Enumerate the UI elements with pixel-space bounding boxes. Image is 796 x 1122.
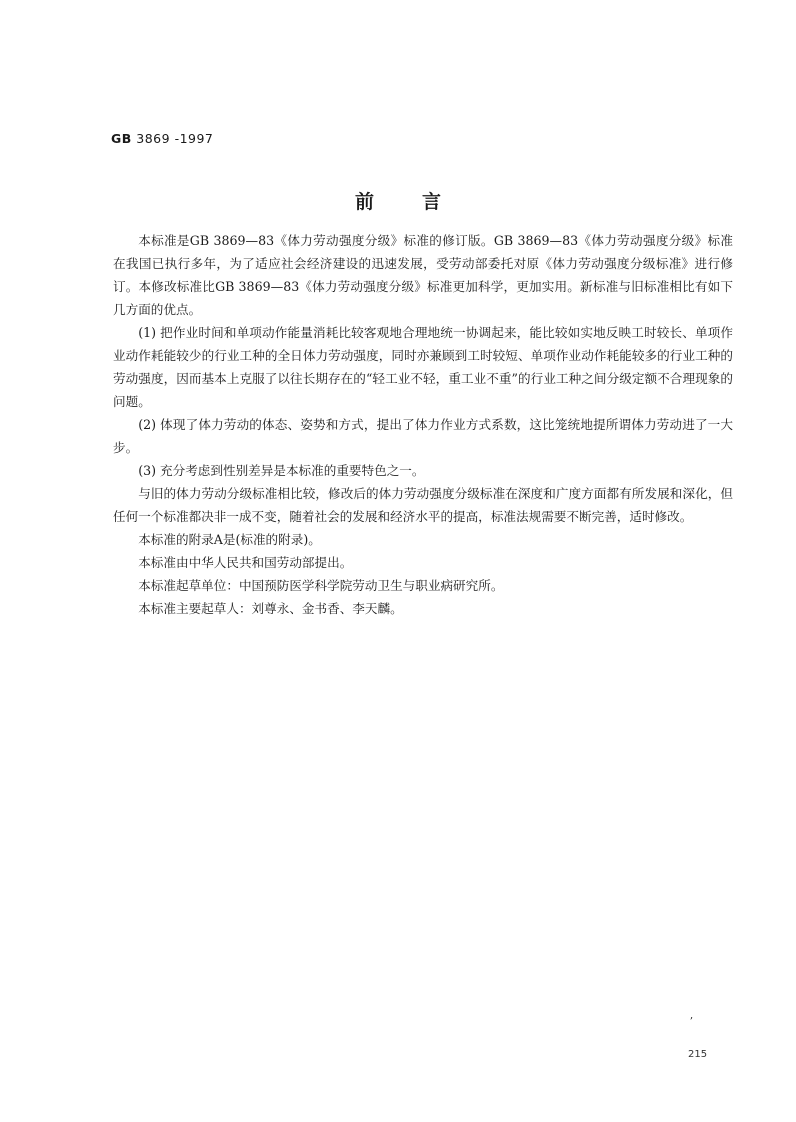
paragraph: (2) 体现了体力劳动的体态、姿势和方式，提出了体力作业方式系数，这比笼统地提所谓体力劳动进了一大步。 [113, 417, 733, 455]
standard-code [111, 131, 213, 146]
paragraph: 与旧的体力劳动分级标准相比较，修改后的体力劳动强度分级标准在深度和广度方面都有所发展和深化，但任何一个标准都决非一成不变，随着社会的发展和经济水平的提高，标准法规需要不断完善，适时修改。 [113, 486, 733, 524]
paragraph: 本标准的附录A是(标准的附录)。 [138, 532, 321, 547]
paragraph: 本标准由中华人民共和国劳动部提出。 [138, 555, 353, 570]
body-text [113, 229, 733, 620]
paragraph: (3) 充分考虑到性别差异是本标准的重要特色之一。 [138, 463, 425, 478]
standard-number: 3869 -1997 [136, 131, 214, 146]
page-number: 215 [688, 1049, 708, 1060]
paragraph: (1) 把作业时间和单项动作能量消耗比较客观地合理地统一协调起来，能比较如实地反映工时较长、单项作业动作耗能较少的行业工种的全日体力劳动强度，同时亦兼顾到工时较短、单项作业动作耗能较多的行业工种的劳动强度，因而基本上克服了以往长期存在的“轻工业不轻，重工业不重”的行业工种之间分级定额不合理现象的问题。 [113, 325, 733, 409]
paragraph: 本标准是GB 3869—83《体力劳动强度分级》标准的修订版。GB 3869—83《体力劳动强度分级》标准在我国已执行多年，为了适应社会经济建设的迅速发展，受劳动部委托对原《体力劳动强度分级标准》进行修订。本修改标准比GB 3869—83《体力劳动强度分级》标准更加科学，更加实用。新标准与旧标准相比有如下几方面的优点。 [113, 233, 733, 317]
page-title: 前言 [354, 191, 489, 213]
stray-mark: , [690, 1010, 694, 1021]
paragraph: 本标准起草单位：中国预防医学科学院劳动卫生与职业病研究所。 [138, 578, 504, 593]
paragraph: 本标准主要起草人：刘尊永、金书香、李天麟。 [138, 601, 403, 616]
standard-prefix: GB [111, 131, 132, 146]
